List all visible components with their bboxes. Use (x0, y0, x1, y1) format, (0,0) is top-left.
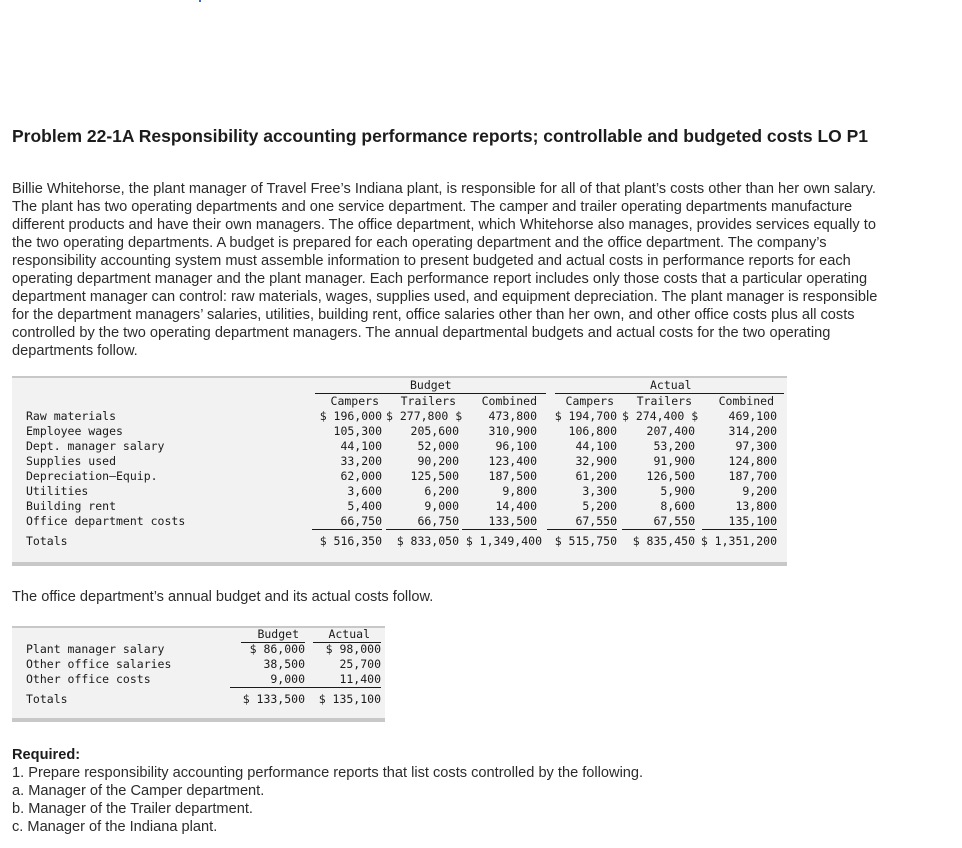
required-item: c. Manager of the Indiana plant. (12, 819, 218, 835)
totals-cell: $ 1,351,200 (700, 534, 777, 548)
table-cell: 52,000 (417, 439, 459, 453)
table-cell: 9,200 (742, 484, 777, 498)
col-header: Campers (565, 394, 614, 408)
table-cell: 44,100 (575, 439, 617, 453)
col-header: Combined (718, 394, 774, 408)
table-cell: 106,800 (568, 424, 617, 438)
table-cell: 90,200 (417, 454, 459, 468)
table-cell: 207,400 (646, 424, 695, 438)
row-label: Utilities (26, 484, 89, 498)
table-cell: 67,550 (547, 514, 617, 530)
table-bottom-rule (12, 718, 385, 722)
table-cell: 187,700 (728, 469, 777, 483)
intro-line: Billie Whitehorse, the plant manager of Travel Free’s Indiana plant, is responsible for all of that plant’s costs other than her own salary. (12, 181, 876, 197)
required-item: b. Manager of the Trailer department. (12, 801, 253, 817)
table-cell: 5,400 (347, 499, 382, 513)
table-cell: $ 277,800 $ (386, 409, 463, 423)
intro-line: different products and have their own managers. The office department, which Whitehorse also manages, provides services equally to (12, 217, 876, 233)
table-cell: 123,400 (488, 454, 537, 468)
row-label: Other office salaries (26, 657, 172, 671)
table-cell: 310,900 (488, 424, 537, 438)
table-cell: 5,200 (582, 499, 617, 513)
table-cell: 469,100 (728, 409, 777, 423)
group-header-budget: Budget (410, 378, 452, 392)
table-cell: 124,800 (728, 454, 777, 468)
intro-line: operating department manager and the plant manager. Each performance report includes only those costs that a particular operating (12, 271, 868, 287)
table-cell: 38,500 (263, 657, 305, 671)
totals-cell: $ 833,050 (396, 534, 459, 548)
table-cell: 9,800 (502, 484, 537, 498)
table-cell: 97,300 (735, 439, 777, 453)
totals-cell: $ 1,349,400 (465, 534, 542, 548)
table-cell: 32,900 (575, 454, 617, 468)
group-header-actual: Actual (650, 378, 692, 392)
table-cell: $ 196,000 (319, 409, 382, 423)
row-label: Supplies used (26, 454, 117, 468)
table-cell: 96,100 (495, 439, 537, 453)
table-cell: $ 274,400 $ (622, 409, 699, 423)
required-heading: Required: (12, 747, 81, 763)
col-header: Trailers (636, 394, 692, 408)
table-cell: 205,600 (410, 424, 459, 438)
totals-cell: $ 135,100 (318, 692, 381, 706)
totals-cell: $ 133,500 (242, 692, 305, 706)
table-cell: 11,400 (305, 672, 381, 688)
required-item: a. Manager of the Camper department. (12, 783, 265, 799)
totals-label: Totals (26, 692, 68, 706)
cursor-mark (199, 0, 201, 2)
office-costs-table (12, 626, 385, 722)
intro-line: controlled by the two operating department managers. The annual departmental budgets and actual costs for the two operating (12, 325, 831, 341)
table-cell: 61,200 (575, 469, 617, 483)
table-cell: $ 86,000 (249, 642, 305, 656)
table-cell: 8,600 (660, 499, 695, 513)
table-cell: 13,800 (735, 499, 777, 513)
intro-paragraph (12, 180, 952, 360)
col-header: Actual (328, 627, 370, 641)
table-cell: 126,500 (646, 469, 695, 483)
row-label: Building rent (26, 499, 117, 513)
required-item: 1. Prepare responsibility accounting performance reports that list costs controlled by the following. (12, 765, 644, 781)
col-header: Campers (330, 394, 379, 408)
intro-line: responsibility accounting system must assemble information to present budgeted and actual costs in performance reports for each (12, 253, 851, 269)
table-cell: $ 98,000 (325, 642, 381, 656)
table-cell: 9,000 (230, 672, 305, 688)
row-label: Employee wages (26, 424, 123, 438)
department-costs-table (12, 376, 787, 566)
row-label: Plant manager salary (26, 642, 165, 656)
table-bottom-rule (12, 562, 787, 566)
table-cell: 66,750 (312, 514, 382, 530)
table-cell: $ 194,700 (554, 409, 617, 423)
col-header: Trailers (400, 394, 456, 408)
table-cell: 133,500 (462, 514, 537, 530)
totals-label: Totals (26, 534, 68, 548)
table-cell: 5,900 (660, 484, 695, 498)
table-cell: 33,200 (340, 454, 382, 468)
totals-cell: $ 516,350 (319, 534, 382, 548)
table-cell: 9,000 (424, 499, 459, 513)
problem-title: Problem 22-1A Responsibility accounting performance reports; controllable and budgeted costs LO P1 (12, 126, 869, 146)
table-cell: 25,700 (339, 657, 381, 671)
table-cell: 105,300 (333, 424, 382, 438)
table-cell: 125,500 (410, 469, 459, 483)
row-label: Depreciation—Equip. (26, 469, 158, 483)
table-cell: 91,900 (653, 454, 695, 468)
office-intro: The office department’s annual budget and its actual costs follow. (12, 589, 434, 605)
table-cell: 314,200 (728, 424, 777, 438)
intro-line: The plant has two operating departments and one service department. The camper and trailer operating departments manufacture (12, 199, 853, 215)
intro-line: the two operating departments. A budget is prepared for each operating department and the office department. The company’s (12, 235, 827, 251)
table-cell: 44,100 (340, 439, 382, 453)
totals-cell: $ 515,750 (554, 534, 617, 548)
row-label: Raw materials (26, 409, 117, 423)
table-cell: 67,550 (622, 514, 695, 530)
table-cell: 473,800 (488, 409, 537, 423)
table-cell: 3,300 (582, 484, 617, 498)
row-label: Other office costs (26, 672, 151, 686)
table-cell: 66,750 (386, 514, 459, 530)
col-header: Budget (257, 627, 299, 641)
table-cell: 14,400 (495, 499, 537, 513)
row-label: Office department costs (26, 514, 186, 528)
row-label: Dept. manager salary (26, 439, 165, 453)
intro-line: department manager can control: raw materials, wages, supplies used, and equipment depreciation. The plant manager is responsible (12, 289, 878, 305)
intro-line: departments follow. (12, 343, 138, 359)
totals-cell: $ 835,450 (632, 534, 695, 548)
table-cell: 6,200 (424, 484, 459, 498)
table-cell: 62,000 (340, 469, 382, 483)
table-cell: 187,500 (488, 469, 537, 483)
col-header: Combined (481, 394, 537, 408)
table-cell: 53,200 (653, 439, 695, 453)
table-cell: 135,100 (702, 514, 777, 530)
intro-line: for the department managers’ salaries, utilities, building rent, office salaries other than her own, and other office costs plus all costs (12, 307, 855, 323)
table-cell: 3,600 (347, 484, 382, 498)
required-section (12, 746, 643, 836)
